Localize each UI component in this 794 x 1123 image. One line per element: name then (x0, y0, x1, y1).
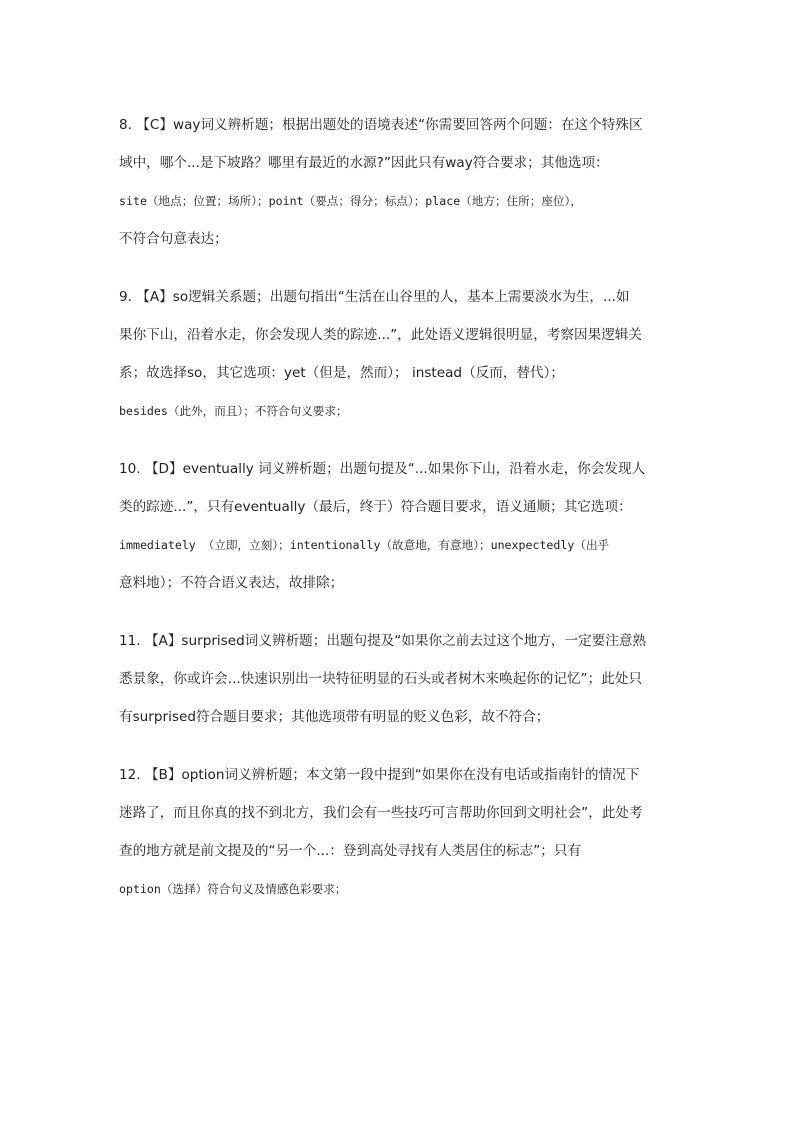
text-line: option（选择）符合句义及情感色彩要求； (119, 882, 347, 896)
text-line: 9. 【A】so逻辑关系题；出题句指出“生活在山谷里的人，基本上需要淡水为生，...如 (119, 289, 630, 305)
text-line: 12. 【B】option词义辨析题；本文第一段中提到“如果你在没有电话或指南针的情况下 (119, 767, 640, 783)
text-line: 果你下山，沿着水走，你会发现人类的踪迹...”，此处语义逻辑很明显，考察因果逻辑关 (119, 327, 642, 343)
text-line: 迷路了，而且你真的找不到北方，我们会有一些技巧可言帮助你回到文明社会”，此处考 (119, 805, 643, 821)
text-line: 不符合句意表达； (119, 231, 228, 247)
text-line: 意料地）；不符合语义表达，故排除； (119, 575, 344, 591)
answer-explanation-8 (119, 106, 684, 258)
text-line: immediately （立即，立刻）；intentionally（故意地，有意地）；unexpectedly（出乎 (119, 538, 610, 552)
text-line: 8. 【C】way词义辨析题；根据出题处的语境表述“你需要回答两个问题：在这个特殊区 (119, 117, 643, 133)
text-line: 10. 【D】eventually 词义辨析题；出题句提及“...如果你下山，沿着水走，你会发现人 (119, 461, 646, 477)
text-line: 有surprised符合题目要求；其他选项带有明显的贬义色彩，故不符合； (119, 709, 550, 725)
text-line: site（地点；位置；场所）；point（要点；得分；标点）；place（地方；住所；座位）， (119, 194, 582, 208)
answer-explanation-10 (119, 450, 684, 602)
text-line: 悉景象，你或许会...快速识别出一块特征明显的石头或者树木来唤起你的记忆”；此处只 (119, 671, 642, 687)
text-line: 域中，哪个...是下坡路？哪里有最近的水源?”因此只有way符合要求；其他选项： (119, 155, 609, 171)
text-line: 查的地方就是前文提及的“另一个...：登到高处寻找有人类居住的标志”；只有 (119, 843, 582, 859)
answer-explanation-11 (119, 622, 684, 736)
answer-explanation-12 (119, 756, 684, 908)
answer-explanation-9 (119, 278, 684, 430)
text-line: besides（此外，而且）；不符合句义要求； (119, 404, 348, 418)
text-line: 系；故选择so，其它选项：yet（但是，然而）； instead（反而，替代）； (119, 365, 565, 381)
text-line: 11. 【A】surprised词义辨析题；出题句提及“如果你之前去过这个地方，一定要注意熟 (119, 633, 647, 649)
text-line: 类的踪迹...”，只有eventually（最后，终于）符合题目要求，语义通顺；其它选项： (119, 499, 632, 515)
